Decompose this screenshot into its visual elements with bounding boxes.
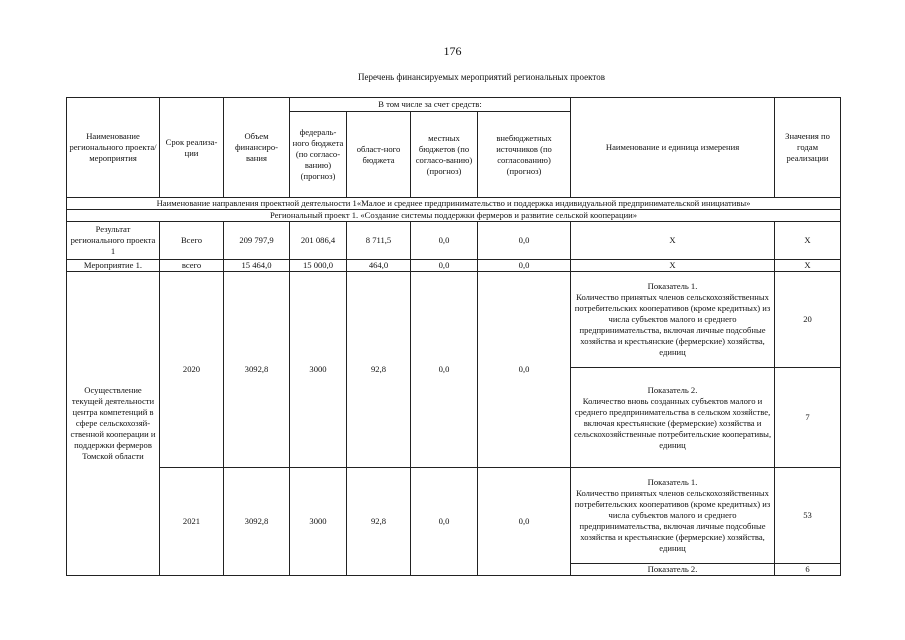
y2020-value-1: 20 bbox=[775, 272, 841, 368]
y2020-indicator-1: Показатель 1. Количество принятых членов сельскохозяйственных потребительских кооперативов (кроме кредитных) из числа субъектов малого и среднего предпринимательства, включая личные подсобные хозяйства и крестьянские (фермерские) хозяйства, единиц bbox=[571, 272, 775, 368]
measure-local: 0,0 bbox=[411, 260, 478, 272]
header-local: местных бюджетов (по согласо-ванию) (прогноз) bbox=[411, 112, 478, 198]
y2020-period: 2020 bbox=[160, 272, 224, 468]
direction-row bbox=[67, 198, 841, 210]
y2020-indicator-2: Показатель 2. Количество вновь созданных субъектов малого и среднего предпринимательства в сельском хозяйстве, включая крестьянские (фермерские) хозяйства и сельскохозяйственные потребительские кооперативы, единиц bbox=[571, 368, 775, 468]
y2021-indicator-1: Показатель 1. Количество принятых членов сельскохозяйственных потребительских кооперативов (кроме кредитных) из числа субъектов малого и среднего предпринимательства, включая личные подсобные хозяйства и крестьянские (фермерские) хозяйства, единиц bbox=[571, 468, 775, 564]
result-period: Всего bbox=[160, 222, 224, 260]
header-federal: федераль-ного бюджета (по согласо-ванию) (прогноз) bbox=[290, 112, 347, 198]
measure-indicator: Х bbox=[571, 260, 775, 272]
y2021-period: 2021 bbox=[160, 468, 224, 576]
result-volume: 209 797,9 bbox=[224, 222, 290, 260]
measure-value: Х bbox=[775, 260, 841, 272]
result-row bbox=[67, 222, 841, 260]
year-2020-row-1 bbox=[67, 272, 841, 368]
project-text: Региональный проект 1. «Создание системы поддержки фермеров и развитие сельской кооперации» bbox=[67, 210, 841, 222]
result-value: Х bbox=[775, 222, 841, 260]
header-name: Наименование регионального проекта/ мероприятия bbox=[67, 98, 160, 198]
y2020-federal: 3000 bbox=[290, 272, 347, 468]
y2021-federal: 3000 bbox=[290, 468, 347, 576]
document-title: Перечень финансируемых мероприятий региональных проектов bbox=[358, 72, 605, 82]
y2021-extra: 0,0 bbox=[478, 468, 571, 576]
measure-regional: 464,0 bbox=[347, 260, 411, 272]
y2020-local: 0,0 bbox=[411, 272, 478, 468]
direction-text: Наименование направления проектной деятельности 1«Малое и среднее предпринимательство и поддержка индивидуальной предпринимательской инициативы» bbox=[67, 198, 841, 210]
measure-name: Мероприятие 1. bbox=[67, 260, 160, 272]
header-including: В том числе за счет средств: bbox=[290, 98, 571, 112]
header-volume: Объем финансиро-вания bbox=[224, 98, 290, 198]
y2021-volume: 3092,8 bbox=[224, 468, 290, 576]
result-local: 0,0 bbox=[411, 222, 478, 260]
header-extra: внебюджетных источников (по согласованию) (прогноз) bbox=[478, 112, 571, 198]
result-indicator: Х bbox=[571, 222, 775, 260]
y2020-value-2: 7 bbox=[775, 368, 841, 468]
result-extra: 0,0 bbox=[478, 222, 571, 260]
header-indicator: Наименование и единица измерения bbox=[571, 98, 775, 198]
result-regional: 8 711,5 bbox=[347, 222, 411, 260]
project-row bbox=[67, 210, 841, 222]
y2020-extra: 0,0 bbox=[478, 272, 571, 468]
y2021-indicator-2: Показатель 2. bbox=[571, 564, 775, 576]
measure-description: Осуществление текущей деятельности центра компетенций в сфере сельскохозяй-ственной кооперации и поддержки фермеров Томской области bbox=[67, 272, 160, 576]
measure-federal: 15 000,0 bbox=[290, 260, 347, 272]
year-2021-row-1 bbox=[67, 468, 841, 564]
header-period: Срок реализа-ции bbox=[160, 98, 224, 198]
measure-extra: 0,0 bbox=[478, 260, 571, 272]
y2021-local: 0,0 bbox=[411, 468, 478, 576]
y2021-regional: 92,8 bbox=[347, 468, 411, 576]
header-values: Значения по годам реализации bbox=[775, 98, 841, 198]
y2020-volume: 3092,8 bbox=[224, 272, 290, 468]
header-regional: област-ного бюджета bbox=[347, 112, 411, 198]
financing-table bbox=[66, 97, 841, 576]
page-number: 176 bbox=[443, 44, 462, 58]
y2021-value-2: 6 bbox=[775, 564, 841, 576]
measure-total-row bbox=[67, 260, 841, 272]
measure-period: всего bbox=[160, 260, 224, 272]
result-federal: 201 086,4 bbox=[290, 222, 347, 260]
measure-volume: 15 464,0 bbox=[224, 260, 290, 272]
result-name: Результат регионального проекта 1 bbox=[67, 222, 160, 260]
y2020-regional: 92,8 bbox=[347, 272, 411, 468]
header-row-1 bbox=[67, 98, 841, 112]
y2021-value-1: 53 bbox=[775, 468, 841, 564]
